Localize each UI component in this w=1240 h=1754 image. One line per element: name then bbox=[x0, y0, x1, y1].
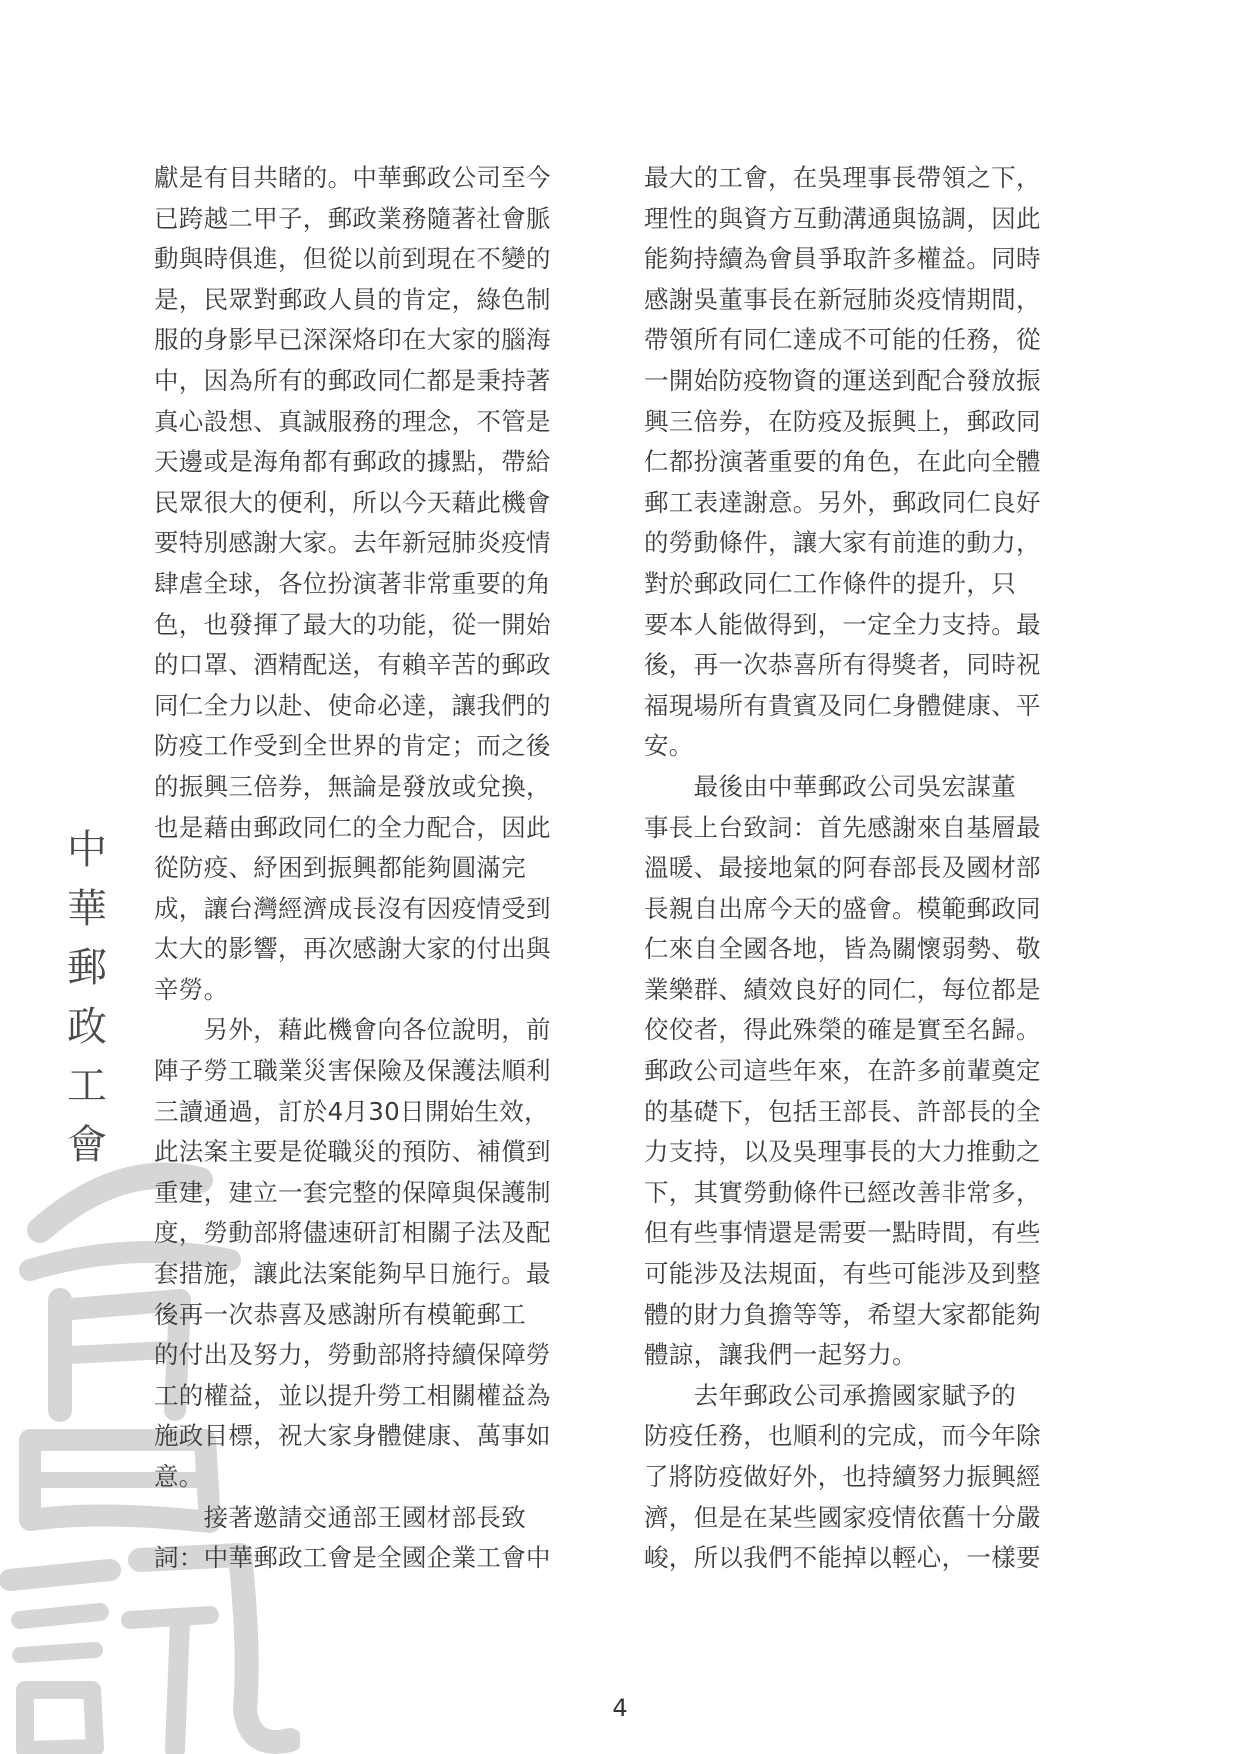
side-title-char: 工 bbox=[67, 1063, 107, 1109]
text-line: 真心設想、真誠服務的理念，不管是 bbox=[154, 406, 551, 436]
text-line: 色，也發揮了最大的功能，從一開始 bbox=[154, 609, 551, 639]
text-line: 安。 bbox=[644, 731, 694, 761]
text-line: 體的財力負擔等等，希望大家都能夠 bbox=[644, 1299, 1041, 1329]
text-line: 郵政公司這些年來，在許多前輩奠定 bbox=[644, 1056, 1041, 1086]
text-line: 但有些事情還是需要一點時間，有些 bbox=[644, 1218, 1041, 1248]
text-line: 從防疫、紓困到振興都能夠圓滿完 bbox=[154, 853, 526, 883]
side-title-vertical bbox=[62, 827, 112, 1184]
text-line: 事長上台致詞：首先感謝來自基層最 bbox=[644, 812, 1041, 842]
text-line: 的振興三倍券，無論是發放或兌換， bbox=[154, 771, 551, 801]
text-line: 套措施，讓此法案能夠早日施行。最 bbox=[154, 1259, 551, 1289]
text-line: 同仁全力以赴、使命必達，讓我們的 bbox=[154, 690, 551, 720]
text-line: 是，民眾對郵政人員的肯定，綠色制 bbox=[154, 284, 551, 314]
text-line: 動與時俱進，但從以前到現在不變的 bbox=[154, 244, 551, 274]
text-line: 帶領所有同仁達成不可能的任務，從 bbox=[644, 325, 1041, 355]
text-line: 業樂群、績效良好的同仁，每位都是 bbox=[644, 974, 1041, 1004]
text-line: 的口罩、酒精配送，有賴辛苦的郵政 bbox=[154, 650, 551, 680]
text-line: 可能涉及法規面，有些可能涉及到整 bbox=[644, 1259, 1041, 1289]
text-line: 仁來自全國各地，皆為關懷弱勢、敬 bbox=[644, 934, 1041, 964]
text-line: 一開始防疫物資的運送到配合發放振 bbox=[644, 365, 1041, 395]
text-line: 接著邀請交通部王國材部長致 bbox=[154, 1502, 526, 1532]
text-line: 的勞動條件，讓大家有前進的動力， bbox=[644, 528, 1041, 558]
text-line: 佼佼者，得此殊榮的確是實至名歸。 bbox=[644, 1015, 1041, 1045]
text-line: 興三倍券，在防疫及振興上，郵政同 bbox=[644, 406, 1041, 436]
text-line: 陣子勞工職業災害保險及保護法順利 bbox=[154, 1056, 551, 1086]
text-line: 理性的與資方互動溝通與協調，因此 bbox=[644, 203, 1041, 233]
text-line: 民眾很大的便利，所以今天藉此機會 bbox=[154, 487, 551, 517]
text-line: 濟，但是在某些國家疫情依舊十分嚴 bbox=[644, 1502, 1041, 1532]
text-line: 郵工表達謝意。另外，郵政同仁良好 bbox=[644, 487, 1041, 517]
text-line: 的基礎下，包括王部長、許部長的全 bbox=[644, 1096, 1041, 1126]
side-title-char: 郵 bbox=[67, 945, 107, 991]
text-line: 峻，所以我們不能掉以輕心，一樣要 bbox=[644, 1543, 1041, 1573]
text-line: 感謝吳董事長在新冠肺炎疫情期間， bbox=[644, 284, 1041, 314]
text-line: 溫暖、最接地氣的阿春部長及國材部 bbox=[644, 853, 1041, 883]
text-line: 要特別感謝大家。去年新冠肺炎疫情 bbox=[154, 528, 551, 558]
text-line: 辛勞。 bbox=[154, 974, 229, 1004]
text-line: 對於郵政同仁工作條件的提升，只 bbox=[644, 568, 1016, 598]
text-line: 中，因為所有的郵政同仁都是秉持著 bbox=[154, 365, 551, 395]
text-line: 後再一次恭喜及感謝所有模範郵工 bbox=[154, 1299, 526, 1329]
text-line: 已跨越二甲子，郵政業務隨著社會脈 bbox=[154, 203, 551, 233]
text-line: 也是藉由郵政同仁的全力配合，因此 bbox=[154, 812, 551, 842]
text-line: 後，再一次恭喜所有得獎者，同時祝 bbox=[644, 650, 1041, 680]
page-number: 4 bbox=[612, 1694, 628, 1722]
text-line: 肆虐全球，各位扮演著非常重要的角 bbox=[154, 568, 551, 598]
left-text-column bbox=[154, 158, 599, 1579]
text-line: 獻是有目共睹的。中華郵政公司至今 bbox=[154, 163, 551, 192]
text-line: 另外，藉此機會向各位說明，前 bbox=[154, 1015, 551, 1045]
text-line: 服的身影早已深深烙印在大家的腦海 bbox=[154, 325, 551, 355]
text-line: 最後由中華郵政公司吳宏謀董 bbox=[644, 771, 1016, 801]
text-line: 的付出及努力，勞動部將持續保障勞 bbox=[154, 1340, 551, 1370]
text-line: 詞：中華郵政工會是全國企業工會中 bbox=[154, 1543, 551, 1573]
right-text-column bbox=[644, 158, 1089, 1579]
text-line: 去年郵政公司承擔國家賦予的 bbox=[644, 1380, 1016, 1410]
text-line: 工的權益，並以提升勞工相關權益為 bbox=[154, 1380, 551, 1410]
text-line: 成，讓台灣經濟成長沒有因疫情受到 bbox=[154, 893, 551, 923]
text-line: 防疫任務，也順利的完成，而今年除 bbox=[644, 1421, 1041, 1451]
text-line: 仁都扮演著重要的角色，在此向全體 bbox=[644, 447, 1041, 477]
text-line: 要本人能做得到，一定全力支持。最 bbox=[644, 609, 1041, 639]
text-line: 度，勞動部將儘速研訂相關子法及配 bbox=[154, 1218, 551, 1248]
text-line: 最大的工會，在吳理事長帶領之下， bbox=[644, 163, 1041, 192]
text-line: 天邊或是海角都有郵政的據點，帶給 bbox=[154, 447, 551, 477]
text-line: 了將防疫做好外，也持續努力振興經 bbox=[644, 1462, 1041, 1491]
text-line: 長親自出席今天的盛會。模範郵政同 bbox=[644, 893, 1041, 923]
text-line: 福現場所有貴賓及同仁身體健康、平 bbox=[644, 690, 1041, 720]
text-line: 下，其實勞動條件已經改善非常多， bbox=[644, 1177, 1041, 1207]
text-line: 意。 bbox=[154, 1462, 204, 1491]
text-line: 此法案主要是從職災的預防、補償到 bbox=[154, 1137, 551, 1167]
text-line: 三讀通過，訂於4月30日開始生效， bbox=[154, 1096, 549, 1126]
text-line: 力支持，以及吳理事長的大力推動之 bbox=[644, 1137, 1041, 1167]
text-line: 體諒，讓我們一起努力。 bbox=[644, 1340, 917, 1370]
text-line: 能夠持續為會員爭取許多權益。同時 bbox=[644, 244, 1041, 274]
text-line: 重建，建立一套完整的保障與保護制 bbox=[154, 1177, 551, 1207]
side-title-char: 華 bbox=[67, 886, 107, 932]
side-title-char: 會 bbox=[67, 1122, 107, 1168]
text-line: 防疫工作受到全世界的肯定；而之後 bbox=[154, 731, 551, 761]
text-line: 施政目標，祝大家身體健康、萬事如 bbox=[154, 1421, 551, 1451]
side-title-char: 中 bbox=[67, 827, 107, 873]
side-title-char: 政 bbox=[67, 1004, 107, 1050]
text-line: 太大的影響，再次感謝大家的付出與 bbox=[154, 934, 551, 964]
